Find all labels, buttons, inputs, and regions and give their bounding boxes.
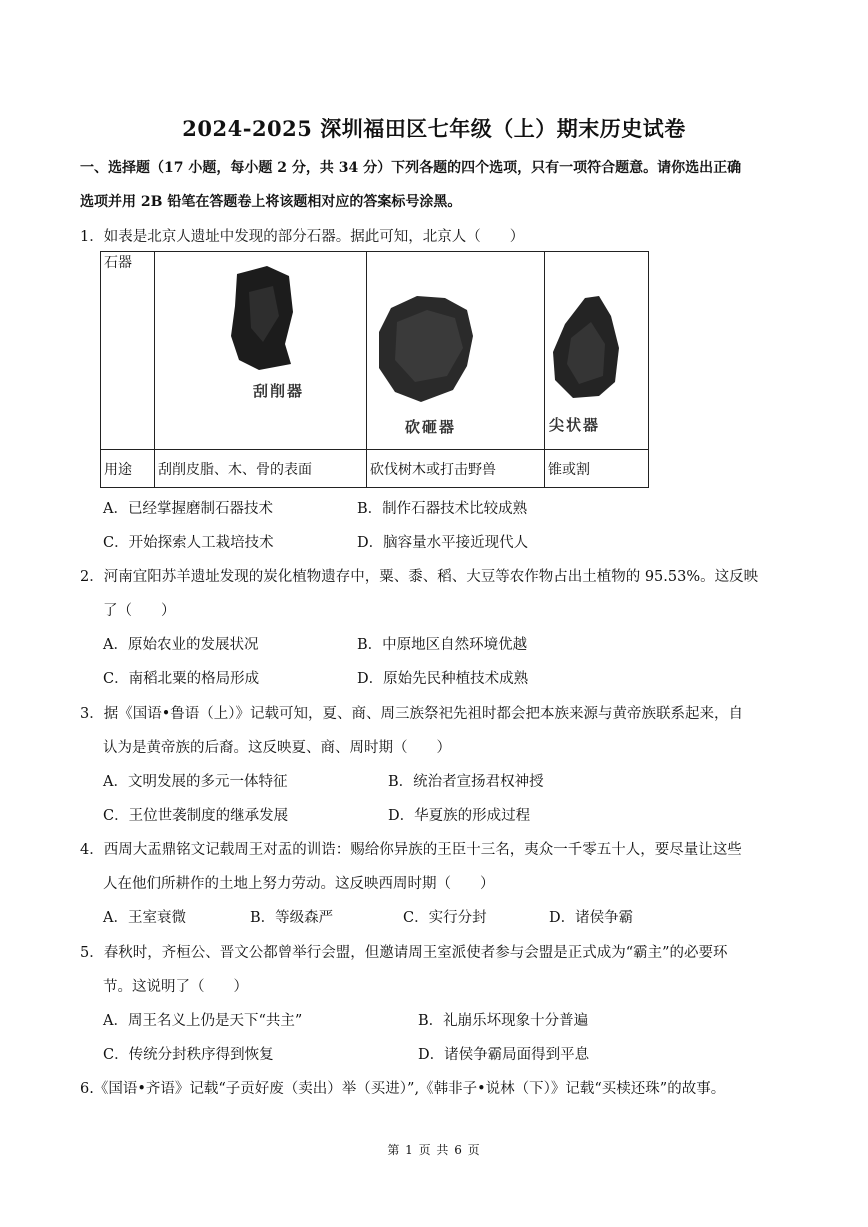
question-3-stem-line2: 认为是黄帝族的后裔。这反映夏、商、周时期（ ） <box>103 740 451 756</box>
section-instructions-line1: 一、选择题（17 小题，每小题 2 分，共 34 分）下列各题的四个选项，只有一项符合题意。请你选出正确 <box>80 160 742 176</box>
question-4-option-d[interactable]: D．诸侯争霸 <box>549 910 634 926</box>
question-1-option-a[interactable]: A．已经掌握磨制石器技术 <box>103 501 273 517</box>
tool-name-point: 尖状器 <box>549 416 601 434</box>
table-cell-point <box>545 252 649 450</box>
page-footer: 第 1 页 共 6 页 <box>387 1143 481 1157</box>
scraper-stone-image <box>155 252 363 450</box>
question-5-stem-line1: 5．春秋时，齐桓公、晋文公都曾举行会盟，但邀请周王室派使者参与会盟是正式成为“霸主”的必要环 <box>80 945 728 961</box>
table-cell-use-chopper: 砍伐树木或打击野兽 <box>367 450 545 488</box>
question-2-stem-line2: 了（ ） <box>103 603 176 619</box>
question-1-stem: 1．如表是北京人遗址中发现的部分石器。据此可知，北京人（ ） <box>80 229 525 245</box>
question-5-stem-line2: 节。这说明了（ ） <box>103 979 248 995</box>
question-3-option-b[interactable]: B．统治者宣扬君权神授 <box>388 774 544 790</box>
tool-name-chopper: 砍砸器 <box>405 418 457 436</box>
question-5-option-b[interactable]: B．礼崩乐坏现象十分普遍 <box>418 1013 589 1029</box>
question-2-option-c[interactable]: C．南稻北粟的格局形成 <box>103 671 260 687</box>
question-2-option-a[interactable]: A．原始农业的发展状况 <box>103 637 259 653</box>
question-5-option-c[interactable]: C．传统分封秩序得到恢复 <box>103 1047 274 1063</box>
question-1-option-c[interactable]: C．开始探索人工栽培技术 <box>103 535 274 551</box>
question-3-option-c[interactable]: C．王位世袭制度的继承发展 <box>103 808 289 824</box>
tool-name-scraper: 刮削器 <box>253 382 305 400</box>
table-row-label-tools: 石器 <box>101 252 155 450</box>
question-3-stem-line1: 3．据《国语•鲁语（上）》记载可知，夏、商、周三族祭祀先祖时都会把本族来源与黄帝族联系起来，自 <box>80 706 744 722</box>
question-4-option-c[interactable]: C．实行分封 <box>403 910 487 926</box>
question-4-stem-line1: 4．西周大盂鼎铭文记载周王对盂的训诰：赐给你异族的王臣十三名，夷众一千零五十人，要尽量让这些 <box>80 842 742 858</box>
question-4-stem-line2: 人在他们所耕作的土地上努力劳动。这反映西周时期（ ） <box>103 876 495 892</box>
question-2-option-d[interactable]: D．原始先民种植技术成熟 <box>357 671 529 687</box>
question-2-stem-line1: 2．河南宜阳苏羊遗址发现的炭化植物遗存中，粟、黍、稻、大豆等农作物占出土植物的 95.53%。这反映 <box>80 569 759 585</box>
table-row-label-use: 用途 <box>101 450 155 488</box>
question-4-option-a[interactable]: A．王室衰微 <box>103 910 186 926</box>
question-4-option-b[interactable]: B．等级森严 <box>250 910 334 926</box>
table-cell-chopper <box>367 252 545 450</box>
table-cell-scraper <box>155 252 367 450</box>
question-2-option-b[interactable]: B．中原地区自然环境优越 <box>357 637 528 653</box>
table-cell-use-point: 锥或割 <box>545 450 649 488</box>
question-5-option-a[interactable]: A．周王名义上仍是天下“共主” <box>103 1013 303 1029</box>
question-3-option-a[interactable]: A．文明发展的多元一体特征 <box>103 774 288 790</box>
question-1-option-d[interactable]: D．脑容量水平接近现代人 <box>357 535 529 551</box>
question-6-stem-line1: 6.《国语•齐语》记载“子贡好废（卖出）举（买进）”,《韩非子•说林（下）》记载“买椟还珠”的故事。 <box>80 1081 726 1097</box>
table-cell-use-scraper: 刮削皮脂、木、骨的表面 <box>155 450 367 488</box>
question-1-option-b[interactable]: B．制作石器技术比较成熟 <box>357 501 528 517</box>
section-instructions-line2: 选项并用 2B 铅笔在答题卷上将该题相对应的答案标号涂黑。 <box>80 194 462 210</box>
stone-tools-table <box>100 251 649 488</box>
question-3-option-d[interactable]: D．华夏族的形成过程 <box>388 808 531 824</box>
question-5-option-d[interactable]: D．诸侯争霸局面得到平息 <box>418 1047 590 1063</box>
page-title: 2024-2025 深圳福田区七年级（上）期末历史试卷 <box>182 116 686 141</box>
